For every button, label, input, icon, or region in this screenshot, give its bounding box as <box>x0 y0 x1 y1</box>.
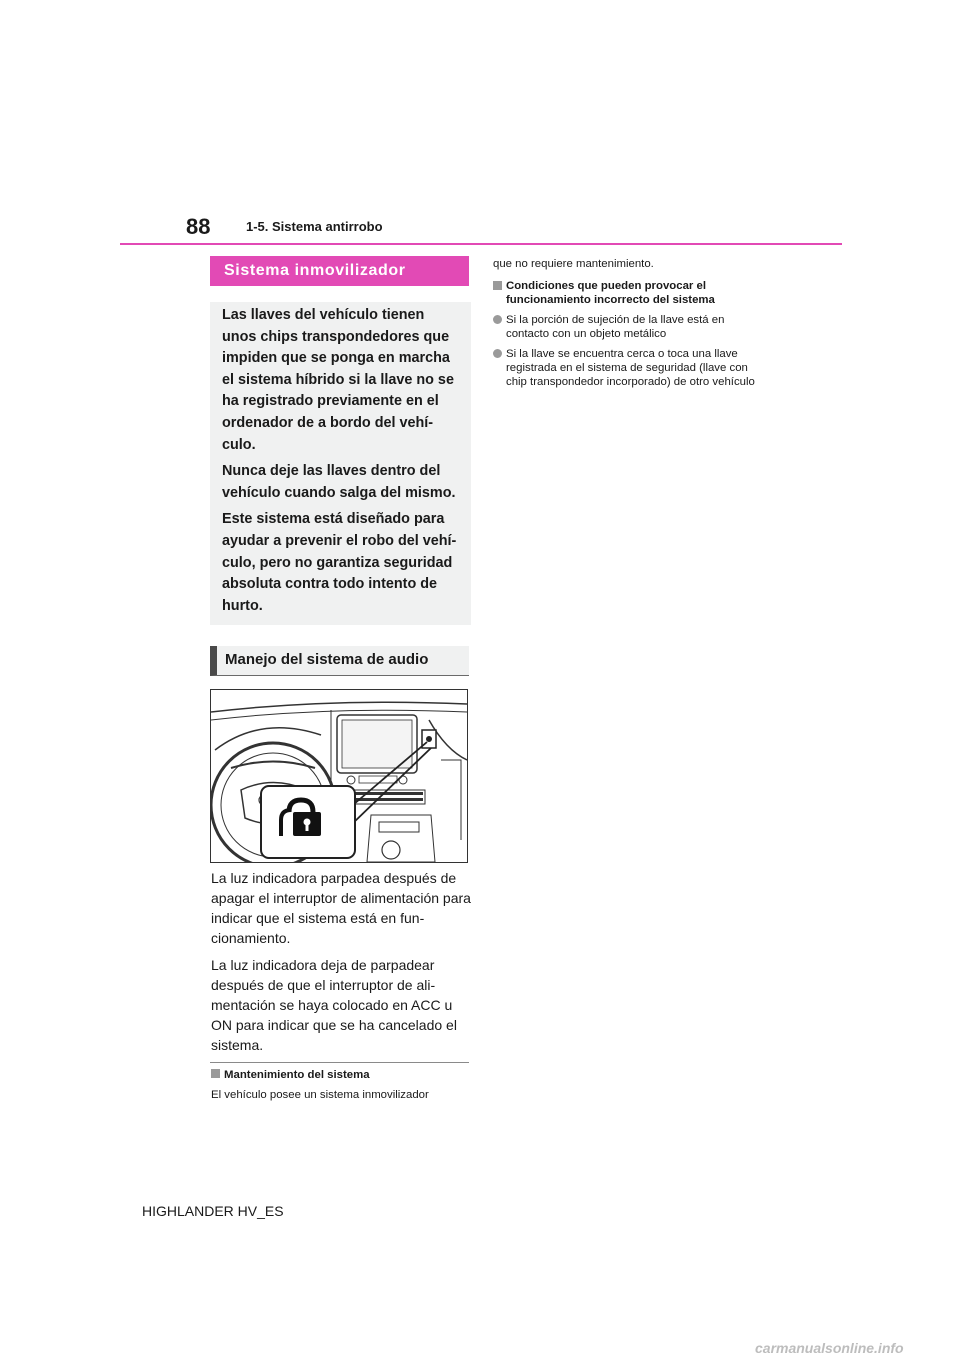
round-bullet-icon <box>493 349 502 358</box>
box-title: Sistema inmovilizador <box>210 256 469 286</box>
watermark: carmanualsonline.info <box>755 1340 904 1356</box>
header-rule <box>120 243 842 245</box>
round-bullet-icon <box>493 315 502 324</box>
dashboard-illustration <box>210 689 468 863</box>
intro-paragraph: Este sistema está diseñado para ayudar a prevenir el robo del vehí- culo, pero no garantiza seguridad absoluta contra todo intento de hurto. <box>222 511 457 614</box>
intro-paragraph: Nunca deje las llaves dentro del vehículo cuando salga del mismo. <box>222 463 456 501</box>
condition-item: Si la porción de sujeción de la llave está en contacto con un objeto metálico <box>493 313 755 341</box>
maintenance-title: Mantenimiento del sistema <box>224 1069 370 1081</box>
body-paragraph: La luz indicadora parpadea después de apagar el interruptor de alimentación para indicar que el sistema está en fun- cionamiento. <box>211 870 471 946</box>
section-title: Manejo del sistema de audio <box>210 646 469 676</box>
square-bullet-icon <box>493 281 502 290</box>
dashboard-drawing <box>211 690 467 862</box>
footer-model: HIGHLANDER HV_ES <box>142 1203 284 1219</box>
body-text <box>211 868 473 1062</box>
body-paragraph: La luz indicadora deja de parpadear después de que el interruptor de ali- mentación se haya colocado en ACC u ON para indicar que se ha cancelado el sistema. <box>211 957 457 1053</box>
conditions-title: Condiciones que pueden provocar el funcionamiento incorrecto del sistema <box>506 280 715 306</box>
page-number: 88 <box>186 214 211 239</box>
intro-paragraph: Las llaves del vehículo tienen unos chips transpondedores que impiden que se ponga en marcha el sistema híbrido si la llave no se ha registrado previamente en el ordenador de a bordo del vehí- culo. <box>222 307 454 453</box>
intro-box <box>210 302 471 625</box>
maintenance-text-start: El vehículo posee un sistema inmovilizador <box>211 1089 429 1101</box>
note-divider <box>210 1062 469 1063</box>
condition-item: Si la llave se encuentra cerca o toca una llave registrada en el sistema de seguridad (llave con chip transpondedor incorporado) de otro vehículo <box>493 347 755 389</box>
maintenance-note-heading <box>211 1068 473 1082</box>
maintenance-text-end: que no requiere mantenimiento. <box>493 258 654 270</box>
chapter-title: 1-5. Sistema antirrobo <box>246 219 383 234</box>
conditions-note-heading <box>493 279 755 307</box>
right-column <box>493 257 755 395</box>
square-bullet-icon <box>211 1069 220 1078</box>
